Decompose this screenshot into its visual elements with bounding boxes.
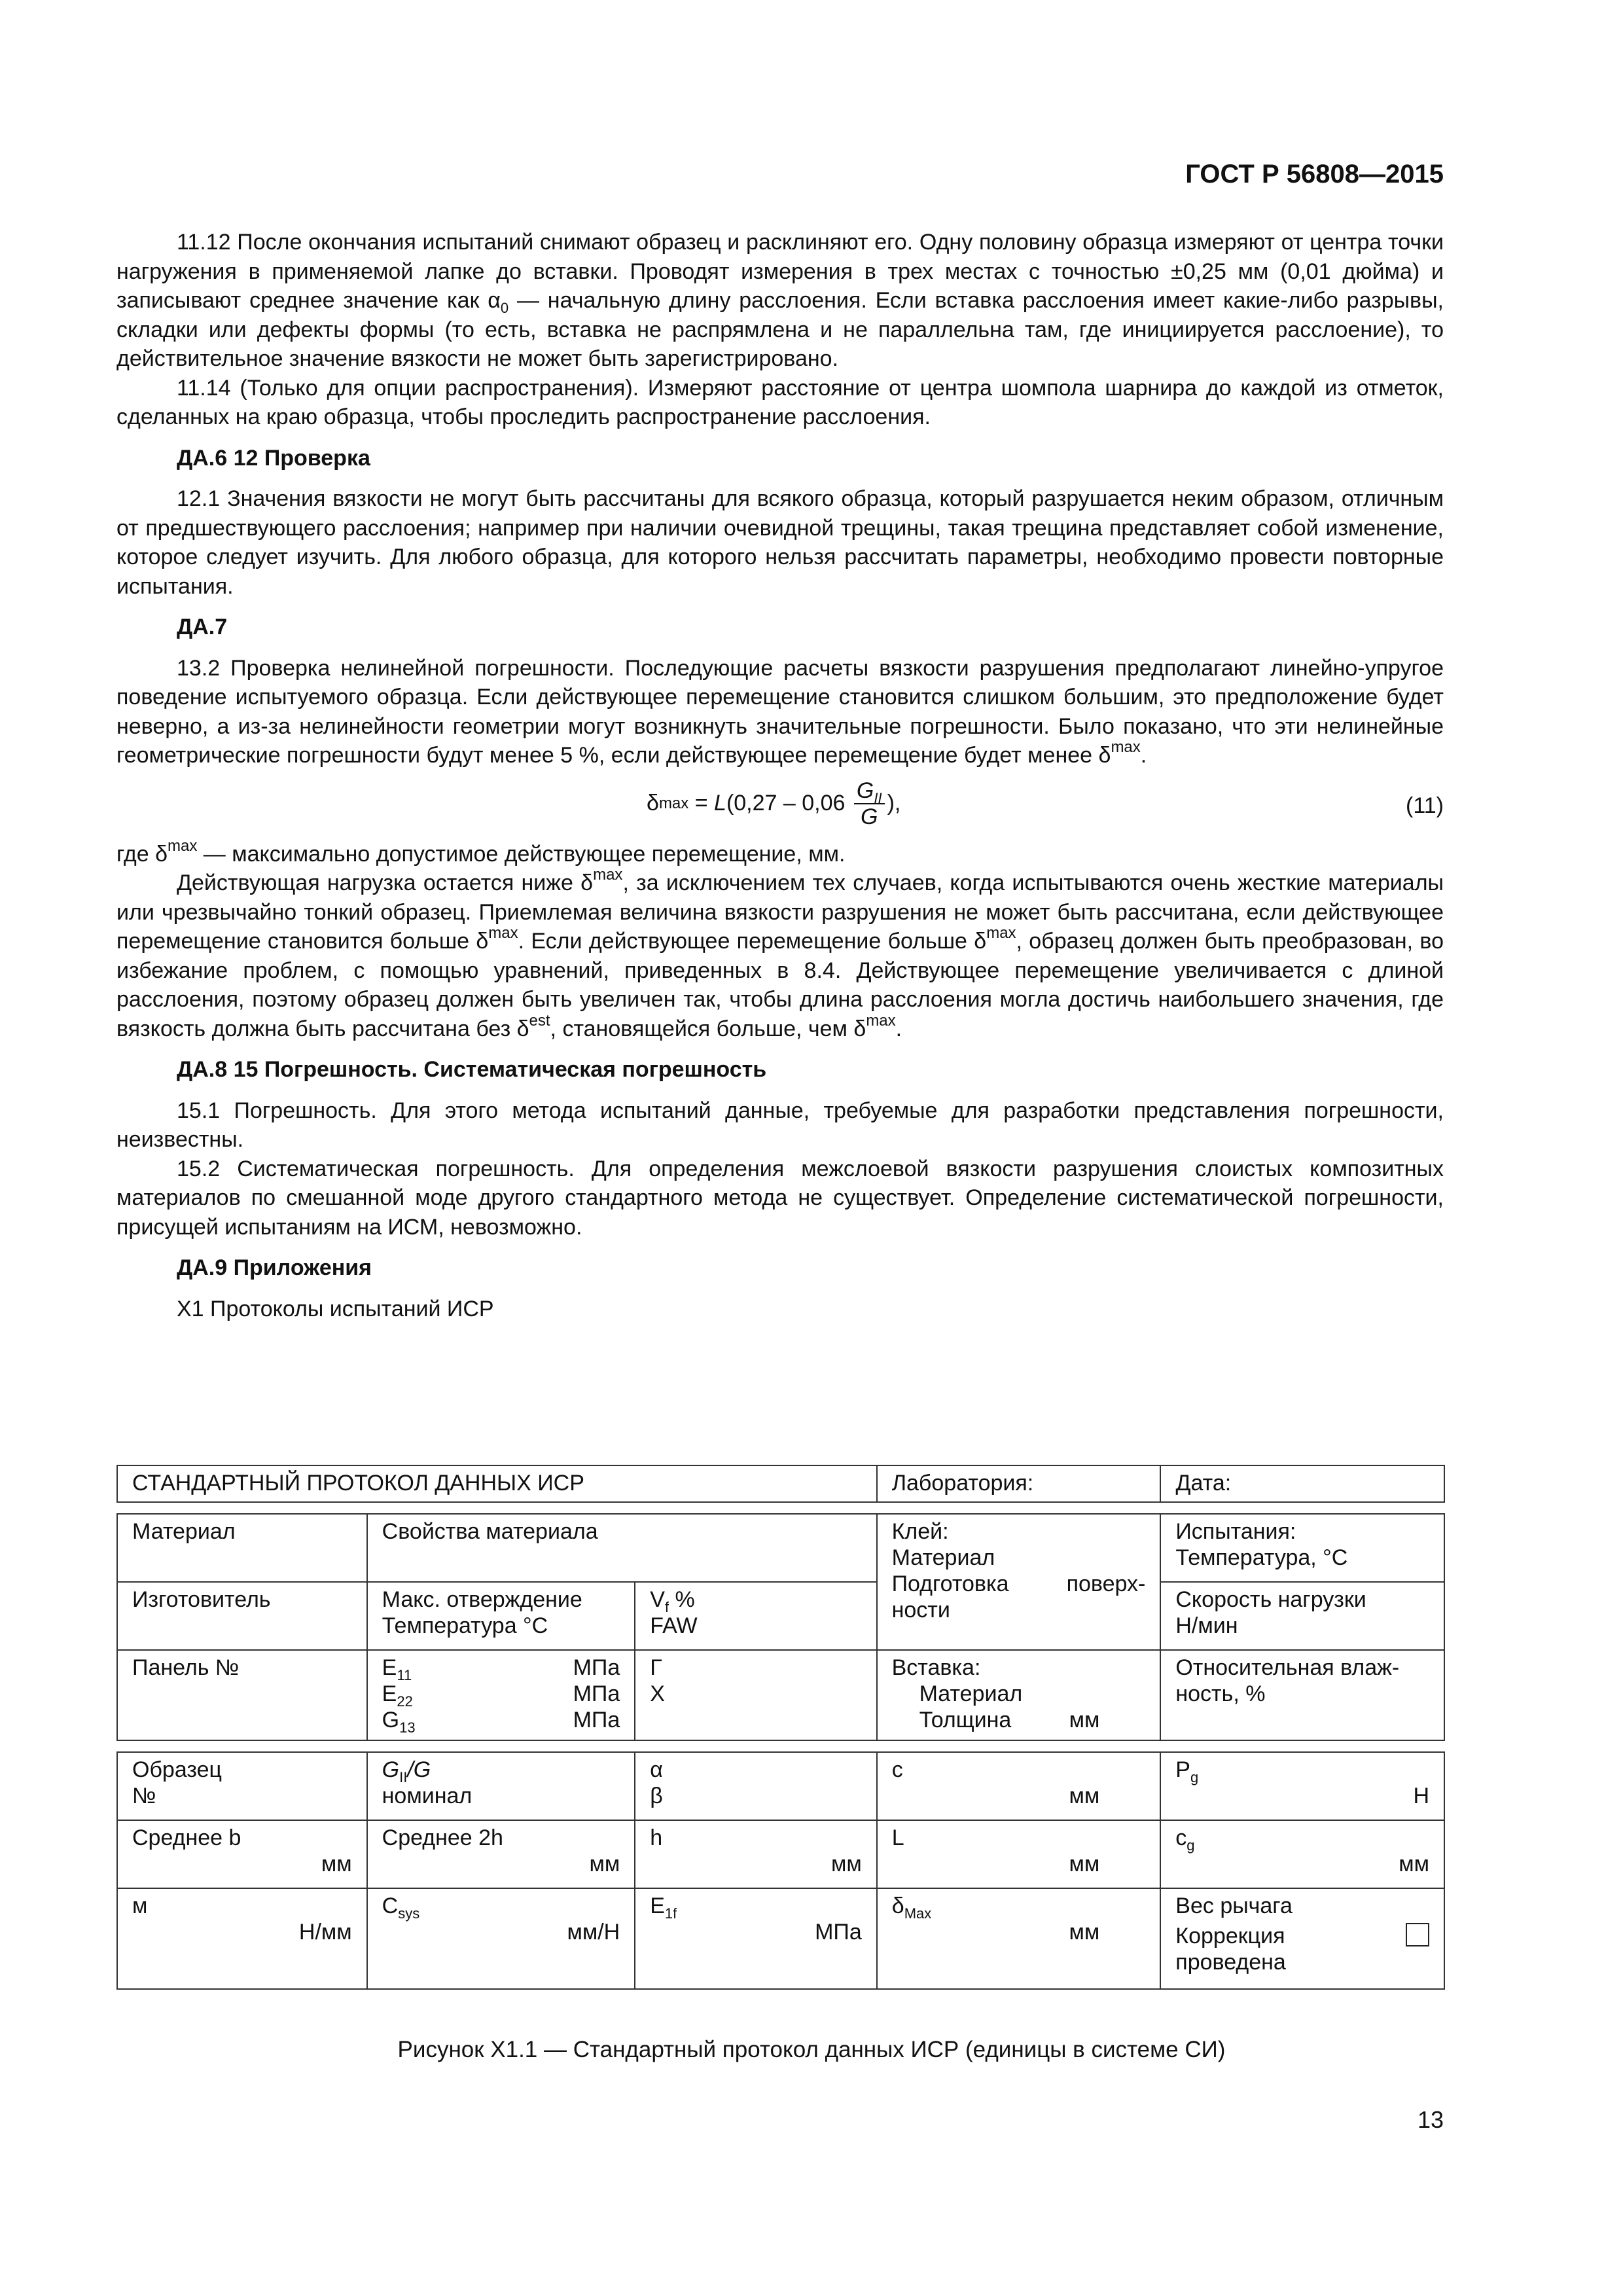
equation-number: (11) [1406,793,1444,818]
dmax-field[interactable]: $\delta_{Max}$ мм [877,1888,1161,1989]
e1f-field[interactable]: $E_{1f}$ МПа [635,1888,877,1989]
paragraph-13-2: 13.2 Проверка нелинейной погрешности. Последующие расчеты вязкости разрушения предполагают линейно-упругое поведение испытуемого образца. Если действующее перемещение становится слишком большим, это предположение будет неверно, а из-за нелинейности геометрии могут возникнуть значительные погрешности. Было показано, что эти нелинейные геометрические погрешности будут менее 5 %, если действующее перемещение будет менее $\delta^{max}$. [116,655,1444,768]
L-field[interactable]: L мм [877,1820,1161,1888]
paragraph-15-1: 15.1 Погрешность. Для этого метода испытаний данные, требуемые для разработки представления погрешности, неизвестны. [116,1098,1444,1152]
appendix-x1-title: Х1 Протоколы испытаний ИСР [177,1296,494,1321]
insert-field[interactable]: Вставка: Материал Толщина мм [877,1650,1161,1740]
g-x-field[interactable]: Г X [635,1650,876,1740]
material-field[interactable]: Материал [117,1514,367,1582]
figure-caption: Рисунок X1.1 — Стандартный протокол данных ИСР (единицы в системе СИ) [397,2037,1226,2062]
lever-field[interactable]: Вес рычага Коррекция проведена [1160,1888,1444,1989]
cg-field[interactable]: $c_g$ мм [1160,1820,1444,1888]
paragraph-12-1: 12.1 Значения вязкости не могут быть рассчитаны для всякого образца, который разрушается неким образом, отличным от предшествующего расслоения; например при наличии очевидной трещины, такая трещина представляет собой изменение, которое следует изучить. Для любого образца, для которого нельзя рассчитать параметры, необходимо провести повторные испытания. [116,486,1444,599]
avg-b-field[interactable]: Среднее b мм [117,1820,367,1888]
section-heading-da8: ДА.8 15 Погрешность. Систематическая погрешность [177,1057,767,1082]
data-protocol-form [116,1465,1445,1990]
alpha-beta-field[interactable]: α β [635,1752,877,1820]
specimen-field[interactable]: Образец № [117,1752,367,1820]
paragraph-load: Действующая нагрузка остается ниже $\delta^{max}$, за исключением тех случаев, когда испытываются очень жесткие материалы или чрезвычайно тонкий образец. Приемлемая величина вязкости разрушения не может быть рассчитана, если действующее перемещение становится больше $\delta^{max}$. Если действующее перемещение больше $\delta^{max}$, образец должен быть преобразован, во избежание проблем, с помощью уравнений, приведенных в 8.4. Действующее перемещение увеличивается с длиной расслоения, поэтому образец должен быть увеличен так, чтобы длина расслоения могла достичь наибольшего значения, где вязкость должна быть рассчитана без $\delta^{est}$, становящейся больше, чем $\delta^{max}$. [116,866,1444,1041]
section-heading-da9: ДА.9 Приложения [177,1255,372,1280]
formula-fraction: $\frac{G_{II}}{G}$ [854,778,885,829]
tests-field[interactable]: Испытания: Температура, °C [1160,1514,1444,1582]
form-title: СТАНДАРТНЫЙ ПРОТОКОЛ ДАННЫХ ИСР [117,1465,877,1502]
glue-field[interactable]: Клей: Материал Подготовка поверх- ности [877,1514,1161,1650]
page-body [116,228,1444,1323]
pg-field[interactable]: $P_g$ Н [1160,1752,1444,1820]
standard-code: ГОСТ Р 56808—2015 [1185,160,1444,188]
panel-field[interactable]: Панель № [117,1650,367,1740]
m-field[interactable]: м Н/мм [117,1888,367,1989]
gii-nominal-field[interactable]: $G_{II}/G$ номинал [367,1752,635,1820]
csys-field[interactable]: $C_{sys}$ мм/Н [367,1888,635,1989]
formula-explanation: где $\delta^{max}$ — максимально допустимое действующее перемещение, мм. [116,836,846,867]
paragraph-11-14: 11.14 (Только для опции распространения). Измеряют расстояние от центра шомпола шарнира до каждой из отметок, сделанных на краю образца, чтобы проследить распространение расслоения. [116,375,1444,429]
avg-2h-field[interactable]: Среднее 2h мм [367,1820,635,1888]
load-rate-field[interactable]: Скорость нагрузки Н/мин [1160,1582,1444,1650]
form-header-table [116,1465,1445,1503]
formula-11 [116,774,1444,837]
form-material-table [116,1513,1445,1741]
c-field[interactable]: c мм [877,1752,1161,1820]
vf-faw-field[interactable]: $V_f$ % FAW [635,1582,876,1650]
cure-field[interactable]: Макс. отверждение Температура °C [367,1582,635,1650]
h-field[interactable]: h мм [635,1820,877,1888]
paragraph-11-12: 11.12 После окончания испытаний снимают образец и расклиняют его. Одну половину образца измеряют от центра точки нагружения в применяемой лапке до вставки. Проводят измерения в трех местах с точностью ±0,25 мм (0,01 дюйма) и записывают среднее значение как $\alpha_0$ — начальную длину расслоения. Если вставка расслоения имеет какие-либо разрывы, складки или дефекты формы (то есть, вставка не распрямлена и не параллельна там, где инициируется расслоение), то действительное значение вязкости не может быть зарегистрировано. [116,230,1444,371]
correction-checkbox[interactable] [1406,1923,1429,1946]
moduli-field[interactable]: $E_{11}$ МПа $E_{22}$ МПа $G_{13}$ МПа [367,1650,635,1740]
humidity-field[interactable]: Относительная влаж- ность, % [1160,1650,1444,1740]
form-specimen-table [116,1751,1445,1990]
maker-field[interactable]: Изготовитель [117,1582,367,1650]
page-number: 13 [1417,2106,1444,2133]
section-heading-da7: ДА.7 [177,615,228,639]
formula-expression: δ max = L (0,27 – 0,06 $\frac{G_{II}}{G}$ ), [647,778,901,829]
paragraph-15-2: 15.2 Систематическая погрешность. Для определения межслоевой вязкости разрушения слоистых композитных материалов по смешанной моде другого стандартного метода не существует. Определение систематической погрешности, присущей испытаниям на ИСМ, невозможно. [116,1156,1444,1240]
form-date-field[interactable]: Дата: [1160,1465,1444,1502]
section-heading-da6: ДА.6 12 Проверка [177,445,370,471]
material-props-field[interactable]: Свойства материала [367,1514,877,1582]
form-lab-field[interactable]: Лаборатория: [877,1465,1161,1502]
